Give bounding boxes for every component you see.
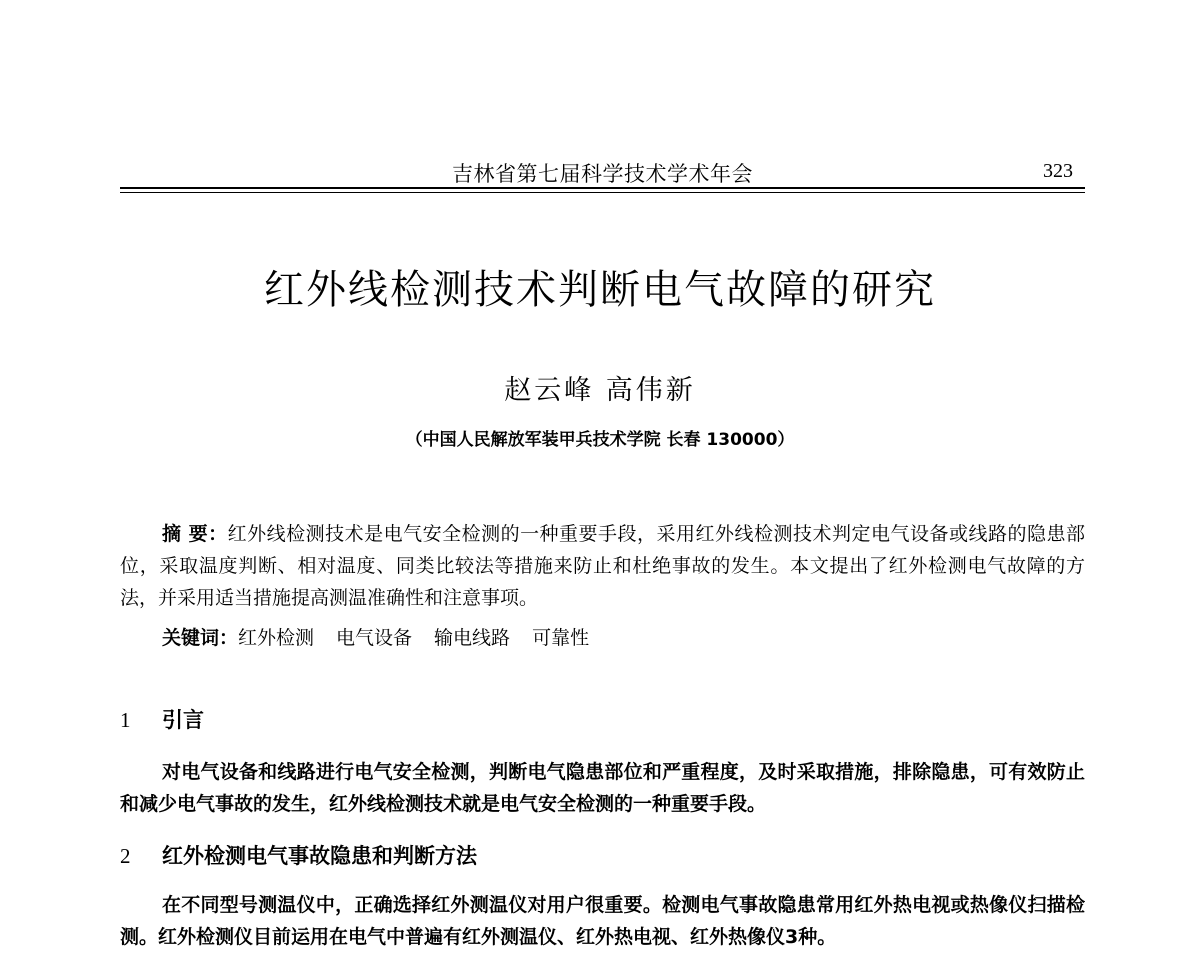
section-paragraph: 在不同型号测温仪中，正确选择红外测温仪对用户很重要。检测电气事故隐患常用红外热电视或热像仪扫描检测。红外检测仪目前运用在电气中普遍有红外测温仪、红外热电视、红外热像仪3种。 [120, 894, 1085, 948]
page-number: 323 [1043, 160, 1073, 182]
keywords-line [162, 622, 611, 654]
article-title: 红外线检测技术判断电气故障的研究 [264, 267, 936, 313]
section-title: 引言 [162, 708, 204, 732]
keyword-item: 输电线路 [434, 627, 511, 649]
keyword-item: 电气设备 [336, 627, 413, 649]
keyword-item: 红外检测 [238, 627, 315, 649]
section-number: 1 [120, 708, 131, 732]
section-number: 2 [120, 844, 131, 868]
section-heading-introduction [120, 704, 204, 734]
section-title: 红外检测电气事故隐患和判断方法 [162, 844, 477, 868]
section-heading-methods [120, 840, 477, 870]
article-affiliation: （中国人民解放军装甲兵技术学院 长春 130000） [405, 430, 795, 450]
keyword-item: 可靠性 [532, 627, 590, 649]
keywords-label: 关键词： [162, 627, 239, 649]
header-rule-thick [120, 187, 1085, 189]
running-header [120, 158, 1085, 188]
article-authors: 赵云峰 高伟新 [504, 375, 696, 406]
abstract-paragraph [120, 518, 1085, 614]
journal-name: 吉林省第七届科学技术学术年会 [452, 162, 753, 186]
header-rule-thin [120, 192, 1085, 193]
abstract-label: 摘 要： [162, 523, 228, 545]
section-paragraph: 对电气设备和线路进行电气安全检测，判断电气隐患部位和严重程度，及时采取措施，排除隐患，可有效防止和减少电气事故的发生，红外线检测技术就是电气安全检测的一种重要手段。 [120, 761, 1085, 815]
abstract-text: 红外线检测技术是电气安全检测的一种重要手段，采用红外线检测技术判定电气设备或线路的隐患部位，采取温度判断、相对温度、同类比较法等措施来防止和杜绝事故的发生。本文提出了红外检测电气故障的方法，并采用适当措施提高测温准确性和注意事项。 [120, 523, 1085, 609]
